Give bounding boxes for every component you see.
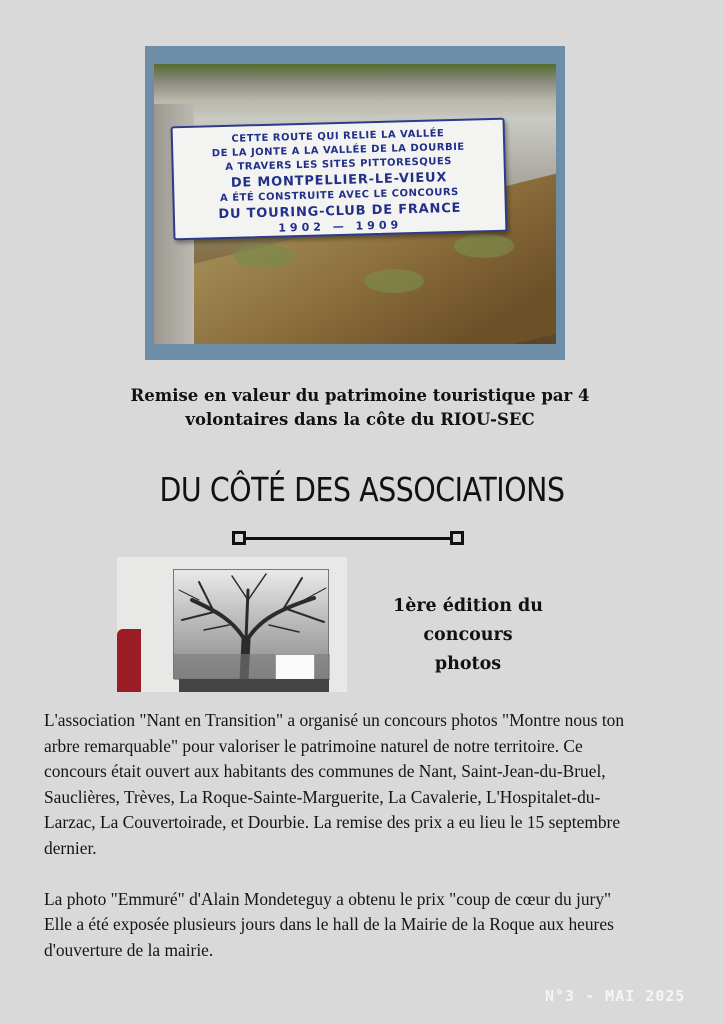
print-label [275, 654, 315, 680]
grass-tuft [234, 244, 294, 268]
photo-caption [80, 384, 640, 432]
article-body [44, 708, 644, 963]
contest-heading-line: photos [434, 654, 502, 674]
plaque-line: DU TOURING-CLUB DE FRANCE [218, 200, 462, 223]
caption-line: Remise en valeur du patrimoine touristique par 4 [130, 386, 590, 405]
article-sentence: La photo "Emmuré" d'Alain Mondeteguy a obtenu le prix "coup de cœur du jury" [44, 888, 612, 909]
plaque [171, 118, 508, 241]
grass-tuft [364, 269, 424, 293]
issue-footer: N°3 - MAI 2025 [545, 987, 686, 1005]
plaque-line: DE MONTPELLIER-LE-VIEUX [230, 170, 448, 191]
article-paragraph [44, 887, 644, 964]
grass-tuft [454, 234, 514, 258]
plaque-photo [154, 64, 556, 344]
rock-ledge [154, 64, 556, 116]
article-sentence: Elle a été exposée plusieurs jours dans le hall de la Mairie de la Roque aux heures d'ouverture de la mairie. [44, 914, 614, 960]
contest-heading-line: concours [423, 625, 513, 645]
section-divider [232, 531, 464, 545]
plaque-photo-frame [145, 46, 565, 360]
article-paragraph: L'association "Nant en Transition" a organisé un concours photos "Montre nous ton arbre remarquable" pour valoriser le patrimoine naturel de notre territoire. Ce concours était ouvert aux habitants des communes de Nant, Saint-Jean-du-Bruel, Sauclières, Trèves, La Roque-Sainte-Marguerite, La Cavalerie, L'Hospitalet-du-Larzac, La Couvertoirade, et Dourbie. La remise des prix a eu lieu le 15 septembre dernier. [44, 710, 625, 858]
section-title: DU CÔTÉ DES ASSOCIATIONS [159, 470, 565, 509]
plaque-line: CETTE ROUTE QUI RELIE LA VALLÉE [231, 128, 445, 145]
divider-bar [244, 537, 452, 540]
plaque-line: A ÉTÉ CONSTRUITE AVEC LE CONCOURS [219, 186, 459, 205]
contest-heading [380, 592, 556, 679]
plaque-line: A TRAVERS LES SITES PITTORESQUES [225, 156, 453, 173]
caption-line: volontaires dans la côte du RIOU-SEC [185, 410, 535, 429]
display-stand [179, 679, 329, 692]
red-chair [117, 629, 141, 692]
plaque-line: DE LA JONTE A LA VALLÉE DE LA DOURBIE [211, 141, 465, 160]
contest-heading-line: 1ère édition du [393, 596, 543, 616]
divider-end [450, 531, 464, 545]
tree-photo [117, 557, 347, 692]
plaque-years: 1902 — 1909 [278, 218, 403, 235]
